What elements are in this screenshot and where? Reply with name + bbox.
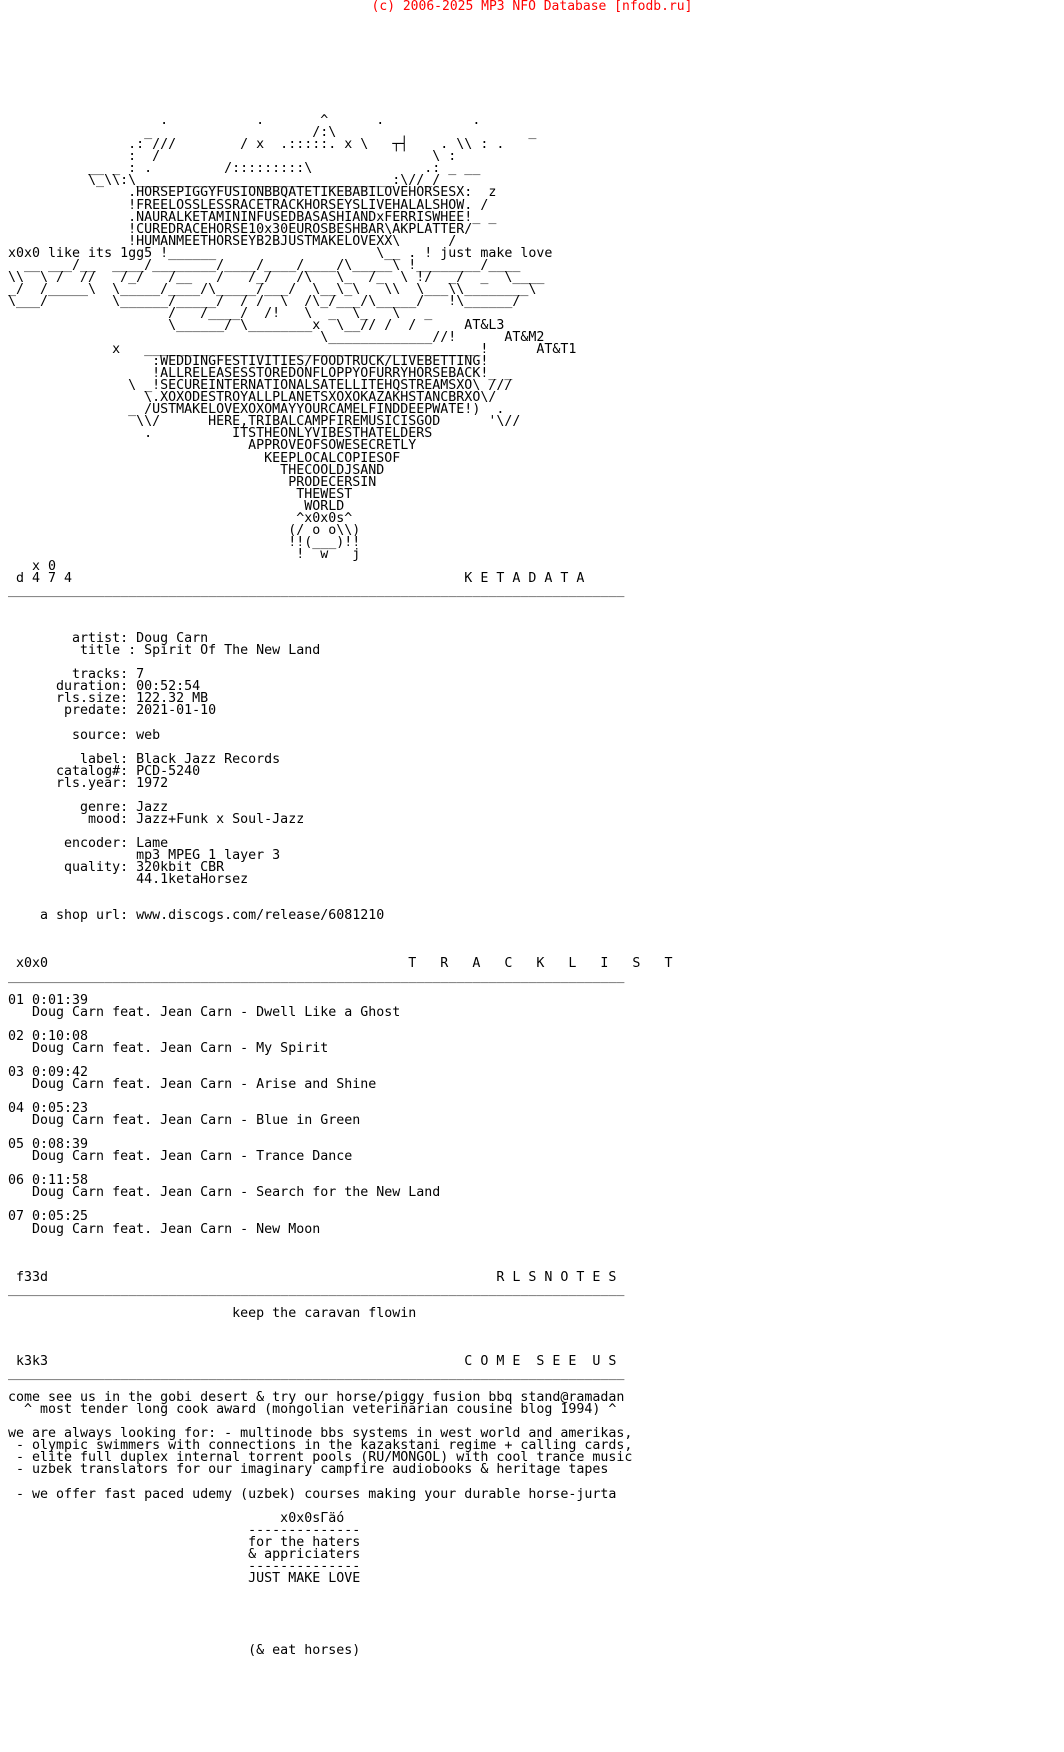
site-credit: (c) 2006-2025 MP3 NFO Database [nfodb.ru] — [371, 0, 693, 14]
nfo-text: . . ^ . . _ /:\ _ .: /// / x .:::::. x \ ┬┤ . \\ : . : / \ : __ _ : . /:::::::::\ .: _ __ \_\\:\________________________________:\//_/ .HORSEPIGGYFUSIONBBQATETIKEBABILOVEHORSESX: z !FREELOSSLESSRACETRACKHORSEYSLIVEHALALSHOW. / .NAURALKETAMININFUSEDBASASHIANDxFERRISWHEE!_ _ !CUREDRACEHORSE10x30EUROSBESHBAR\AKPLATTER/ !HUMANMEETHORSEYB2BJUSTMAKELOVEXX\ / x0x0 like its 1gg5 !______ \__ . ! just make love __ ___/__ ____/________/____/____/____/\_____\ !________/____ \\ \ / // /_/ /__ / /_/ /\ \_ /_ \ !/ _/ _ \____ _/ /_____\ \_____/____/\_____/___/ \__\_\ \\ \___\\________\ \___/ \______/_____/ / / \ /\_/___/\_____/ !\______/ / /____/ /! \ _ \_ \ _ \______/ \________x \__// / / AT&L3 \_____________//! AT&M2 x __________________________________________! AT&T1 :WEDDINGFESTIVITIES/FOODTRUCK/LIVEBETTING! !ALLRELEASESSTOREDONFLOPPYOFURRYHORSEBACK!_ _ \ _!SECUREINTERNATIONALSATELLITEHQSTREAMSXO\ /// \.XOXODESTROYALLPLANETSXOXOKAZAKHSTANCBRXO\/ _ /USTMAKELOVEXOXOMAYYOURCAMELFINDDEEPWATE!) . \\/ HERE,TRIBALCAMPFIREMUSICISGOD '\// . ITSTHEONLYVIBESTHATELDERS APPROVEOFSOWESECRETLY KEEPLOCALCOPIESOF THECOOLDJSAND PRODECERSIN THEWEST WORLD ^x0x0s^ (/ o o\\) !!(___)!! ! w j x 0 d 4 7 4 K E T A D A T A _____________________________________________________________________________ artist: Doug Carn title : Spirit Of The New Land tracks: 7 duration: 00:52:54 rls.size: 122.32 MB predate: 2021-01-10 source: web label: Black Jazz Records catalog#: PCD-5240 rls.year: 1972 genre: Jazz mood: Jazz+Funk x Soul-Jazz encoder: Lame mp3 MPEG 1 layer 3 quality: 320kbit CBR 44.1ketaHorsez a shop url: www.discogs.com/release/6081210 x0x0 T R A C K L I S T _____________________________________________________________________________ 01 0:01:39 Doug Carn feat. Jean Carn - Dwell Like a Ghost 02 0:10:08 Doug Carn feat. Jean Carn - My Spirit 03 0:09:42 Doug Carn feat. Jean Carn - Arise and Shine 04 0:05:23 Doug Carn feat. Jean Carn - Blue in Green 05 0:08:39 Doug Carn feat. Jean Carn - Trance Dance 06 0:11:58 Doug Carn feat. Jean Carn - Search for the New Land 07 0:05:25 Doug Carn feat. Jean Carn - New Moon f33d R L S N O T E S _____________________________________________________________________________ keep the caravan flowin k3k3 C O M E S E E U S _____________________________________________________________________________ come see us in the gobi desert & try our horse/piggy fusion bbq stand@ramadan ^ most tender long cook award (mongolian veterinarian cousine blog 1994) ^ we are always looking for: - multinode bbs systems in west world and amerikas, - olympic swimmers with connections in the kazakstani regime + calling cards, - elite full duplex internal torrent pools (RU/MONGOL) with cool trance music - uzbek translators for our imaginary campfire audiobooks & heritage tapes - we offer fast paced udemy (uzbek) courses making your durable horse-jurta x0x0sГäó -------------- for the haters & appriciaters -------------- JUST MAKE LOVE (& eat horses) — [8, 113, 673, 1659]
